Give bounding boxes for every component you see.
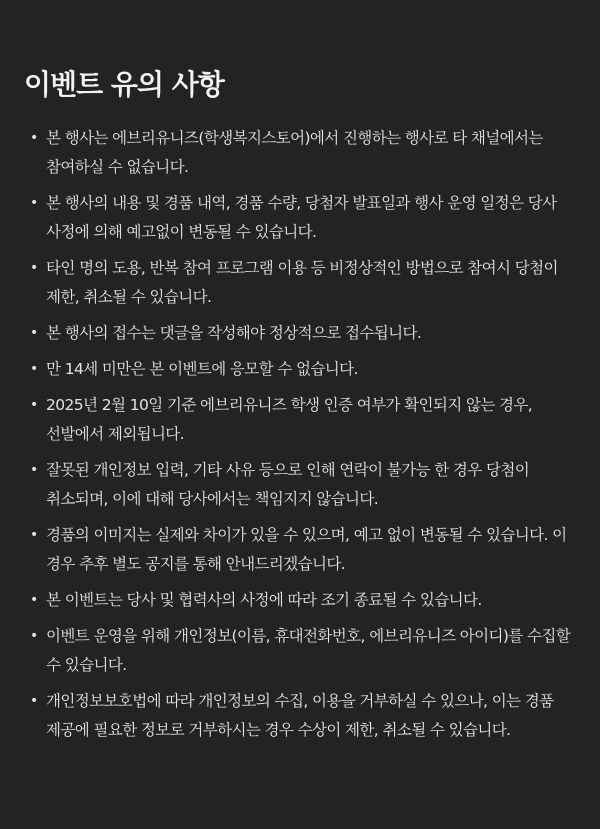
bullet-icon: • [30, 325, 38, 341]
notice-text: 경품의 이미지는 실제와 차이가 있을 수 있으며, 예고 없이 변동될 수 있습니다. 이 경우 추후 별도 공지를 통해 안내드리겠습니다. [46, 526, 567, 573]
notice-item [24, 622, 576, 680]
bullet-icon: • [30, 361, 38, 377]
bullet-icon: • [30, 195, 38, 211]
notice-text: 타인 명의 도용, 반복 참여 프로그램 이용 등 비정상적인 방법으로 참여시 당첨이 제한, 취소될 수 있습니다. [46, 259, 558, 306]
bullet-icon: • [30, 693, 38, 709]
notice-item [24, 456, 576, 514]
notice-item [24, 319, 576, 348]
notice-text: 잘못된 개인정보 입력, 기타 사유 등으로 인해 연락이 불가능 한 경우 당첨이 취소되며, 이에 대해 당사에서는 책임지지 않습니다. [46, 461, 530, 508]
notice-text: 본 행사의 접수는 댓글을 작성해야 정상적으로 접수됩니다. [46, 324, 422, 342]
bullet-icon: • [30, 260, 38, 276]
notice-text: 개인정보보호법에 따라 개인정보의 수집, 이용을 거부하실 수 있으나, 이는 경품 제공에 필요한 정보로 거부하시는 경우 수상이 제한, 취소될 수 있습니다. [46, 692, 554, 739]
bullet-icon: • [30, 592, 38, 608]
bullet-icon: • [30, 527, 38, 543]
notice-item [24, 355, 576, 384]
notice-item [24, 586, 576, 615]
notice-text: 이벤트 운영을 위해 개인정보(이름, 휴대전화번호, 에브리유니즈 아이디)를 수집할 수 있습니다. [46, 627, 571, 674]
section-title: 이벤트 유의 사항 [24, 68, 224, 101]
notice-text: 본 행사의 내용 및 경품 내역, 경품 수량, 당첨자 발표일과 행사 운영 일정은 당사 사정에 의해 예고없이 변동될 수 있습니다. [46, 194, 557, 241]
notice-text: 본 행사는 에브리유니즈(학생복지스토어)에서 진행하는 행사로 타 채널에서는 참여하실 수 없습니다. [46, 129, 543, 176]
notice-item [24, 391, 576, 449]
notice-text: 2025년 2월 10일 기준 에브리유니즈 학생 인증 여부가 확인되지 않는 경우, 선발에서 제외됩니다. [46, 396, 533, 443]
bullet-icon: • [30, 130, 38, 146]
notice-text: 본 이벤트는 당사 및 협력사의 사정에 따라 조기 종료될 수 있습니다. [46, 591, 482, 609]
notice-item [24, 189, 576, 247]
notice-item [24, 687, 576, 745]
notice-list [24, 124, 576, 745]
bullet-icon: • [30, 397, 38, 413]
notice-item [24, 254, 576, 312]
notice-item [24, 124, 576, 182]
bullet-icon: • [30, 628, 38, 644]
bullet-icon: • [30, 462, 38, 478]
notice-text: 만 14세 미만은 본 이벤트에 응모할 수 없습니다. [46, 360, 358, 378]
notice-item [24, 521, 576, 579]
